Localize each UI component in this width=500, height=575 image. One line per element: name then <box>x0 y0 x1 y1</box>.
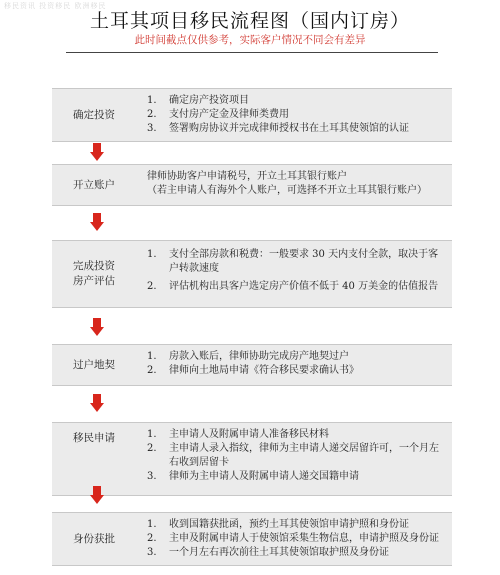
step-item <box>147 248 440 276</box>
page-title: 土耳其项目移民流程图（国内订房） <box>89 10 410 32</box>
step-line: （若主申请人有海外个人账户，可选择不开立土耳其银行账户） <box>147 185 427 196</box>
item-text: 支付房产定金及律师类费用 <box>169 109 289 120</box>
step-label-line: 房产评估 <box>73 275 115 287</box>
step-item <box>147 470 440 484</box>
step-item <box>147 546 440 560</box>
step-item <box>147 532 440 546</box>
step-item <box>147 280 440 294</box>
item-number: 2. <box>147 365 157 376</box>
item-text: 律师为主申请人及附属申请人递交国籍申请 <box>169 471 359 482</box>
item-text: 律师向土地局申请《符合移民要求确认书》 <box>169 365 359 376</box>
step-label <box>52 241 136 307</box>
red-down-arrow-icon <box>90 213 104 231</box>
title-divider <box>66 52 438 53</box>
item-text: 房款入账后，律师协助完成房产地契过户 <box>169 351 349 362</box>
step-content <box>147 428 440 484</box>
item-number: 3. <box>147 547 157 558</box>
step-content <box>147 94 440 136</box>
item-number: 1. <box>147 249 157 260</box>
item-number: 1. <box>147 429 157 440</box>
item-text: 主申请人录入指纹，律师为主申请人递交居留许可，一个月左右收到居留卡 <box>169 443 439 468</box>
item-number: 1. <box>147 351 157 362</box>
step-property-transfer <box>52 344 452 386</box>
red-down-arrow-icon <box>90 143 104 161</box>
item-text: 一个月左右再次前往土耳其使领馆取护照及身份证 <box>169 547 389 558</box>
red-down-arrow-icon <box>90 486 104 504</box>
step-item <box>147 94 440 108</box>
step-item <box>147 108 440 122</box>
red-down-arrow-icon <box>90 318 104 336</box>
item-text: 主申请人及附属申请人准备移民材料 <box>169 429 329 440</box>
item-number: 1. <box>147 519 157 530</box>
step-status-approved <box>52 512 452 566</box>
item-text: 签署购房协议并完成律师授权书在土耳其使领馆的认证 <box>169 123 409 134</box>
step-label: 身份获批 <box>73 532 115 545</box>
step-content <box>147 350 440 378</box>
item-text: 支付全部房款和税费：一般要求 30 天内支付全款，取决于客户转款速度 <box>169 249 439 274</box>
item-number: 3. <box>147 471 157 482</box>
watermark: 移民资讯 投资移民 欧洲移民 <box>4 2 107 10</box>
step-item <box>147 122 440 136</box>
item-number: 3. <box>147 123 157 134</box>
red-down-arrow-icon <box>90 394 104 412</box>
step-label: 移民申请 <box>73 432 115 444</box>
step-item <box>147 442 440 470</box>
step-label: 过户地契 <box>73 358 115 371</box>
step-confirm-investment <box>52 88 452 142</box>
step-open-account <box>52 164 452 206</box>
item-text: 评估机构出具客户选定房产价值不低于 40 万美金的估值报告 <box>169 281 439 292</box>
step-item <box>147 428 440 442</box>
item-number: 2. <box>147 533 157 544</box>
item-text: 确定房产投资项目 <box>169 95 249 106</box>
item-number: 2. <box>147 109 157 120</box>
step-content <box>147 518 440 560</box>
item-text: 收到国籍获批函，预约土耳其使领馆申请护照和身份证 <box>169 519 409 530</box>
step-item <box>147 518 440 532</box>
item-number: 2. <box>147 443 157 454</box>
step-label: 确定投资 <box>73 108 115 121</box>
step-line: 律师协助客户申请税号，开立土耳其银行账户 <box>147 171 347 182</box>
step-label-line: 完成投资 <box>73 260 115 272</box>
item-text: 主申及附属申请人于使领馆采集生物信息，申请护照及身份证 <box>169 533 439 544</box>
item-number: 2. <box>147 281 157 292</box>
item-number: 1. <box>147 95 157 106</box>
step-complete-investment <box>52 240 452 308</box>
step-label: 开立账户 <box>73 178 115 191</box>
step-content <box>147 248 440 294</box>
step-item <box>147 364 440 378</box>
page-subtitle: 此时间截点仅供参考，实际客户情况不同会有差异 <box>134 34 366 46</box>
step-immigration-application <box>52 422 452 496</box>
step-content <box>147 170 440 198</box>
step-item <box>147 350 440 364</box>
